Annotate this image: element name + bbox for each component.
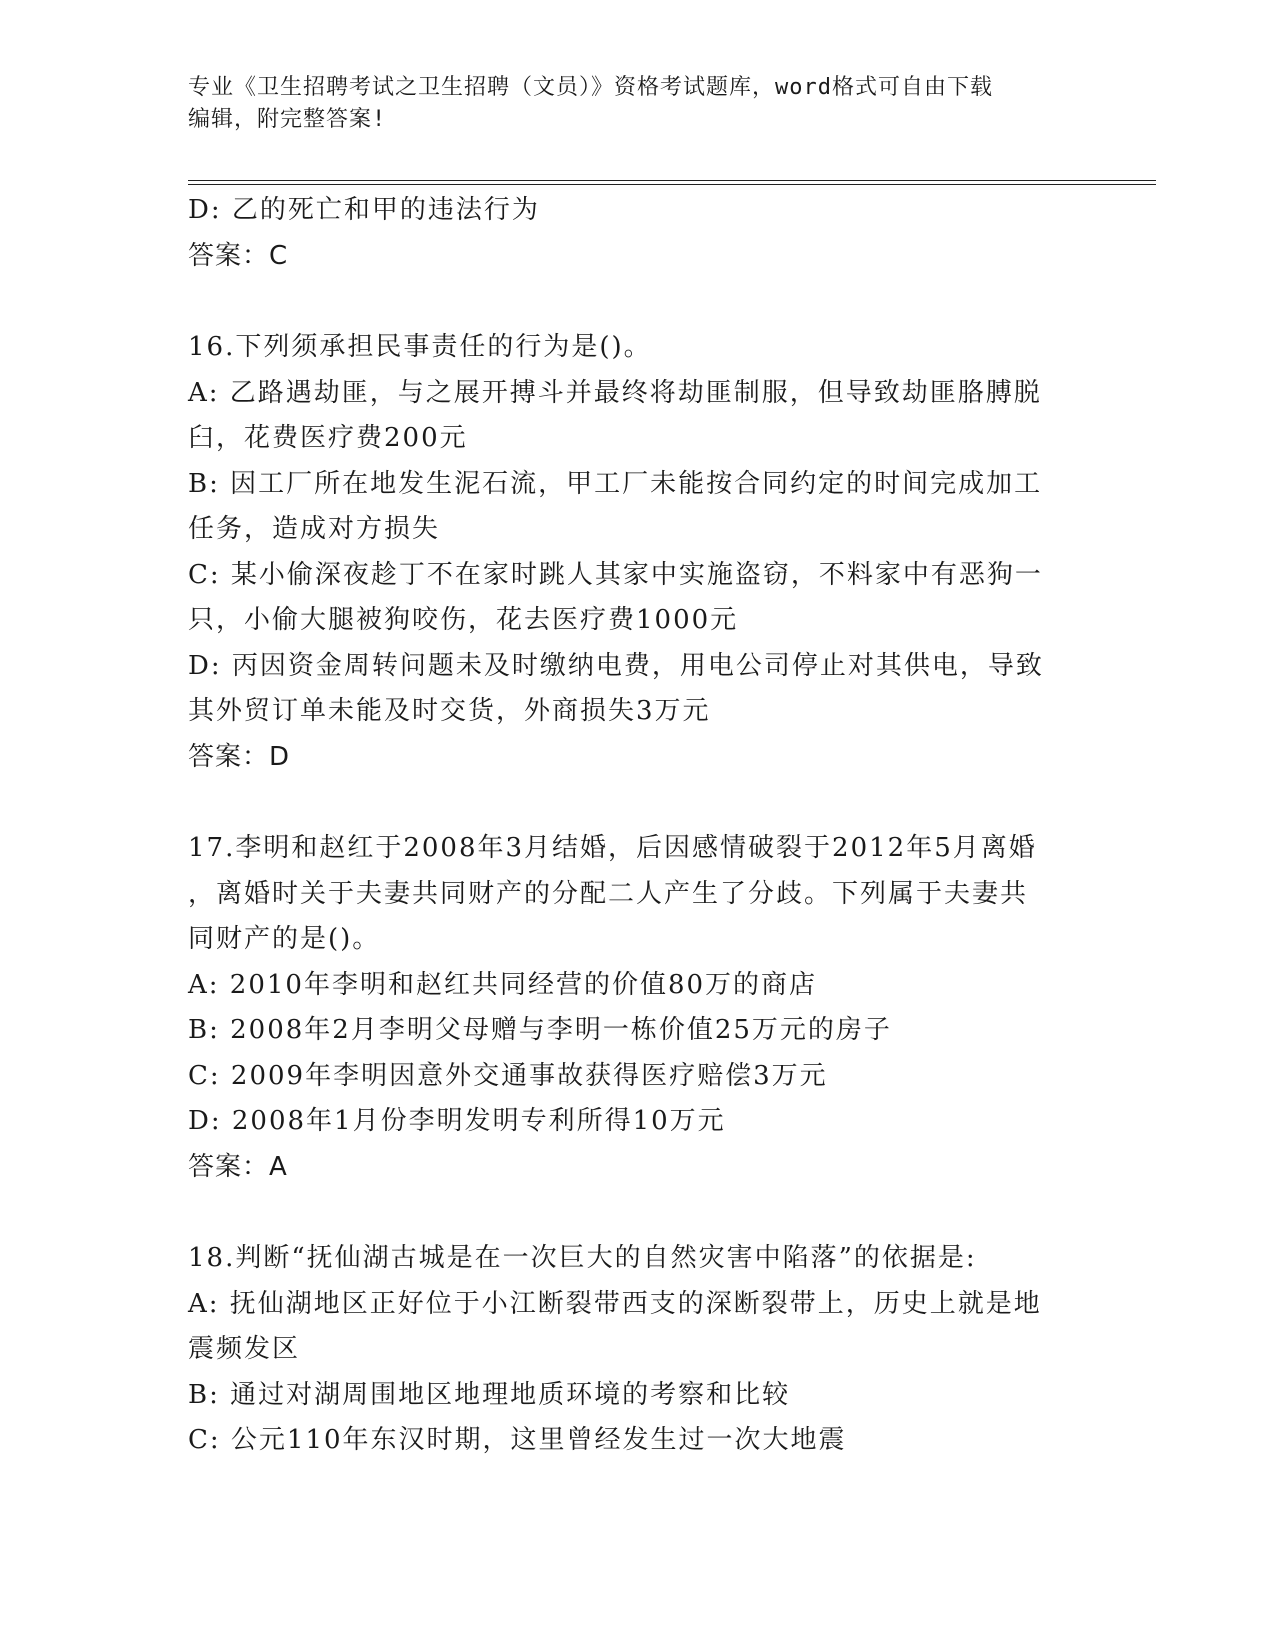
question-18 bbox=[188, 1236, 1088, 1464]
option-a: A: 抚仙湖地区正好位于小江断裂带西支的深断裂带上，历史上就是地 bbox=[188, 1288, 1042, 1319]
option-b: B: 因工厂所在地发生泥石流，甲工厂未能按合同约定的时间完成加工 bbox=[188, 468, 1043, 499]
option-a-cont: 震频发区 bbox=[188, 1334, 301, 1364]
answer: 答案：A bbox=[188, 1151, 288, 1182]
header-line-1: 专业《卫生招聘考试之卫生招聘（文员）》资格考试题库，word格式可自由下载 bbox=[188, 75, 993, 100]
option-a-cont: 臼，花费医疗费200元 bbox=[188, 423, 468, 453]
answer: 答案：D bbox=[188, 741, 291, 772]
option-b-cont: 任务，造成对方损失 bbox=[188, 514, 441, 544]
question-stem: 17.李明和赵红于2008年3月结婚，后因感情破裂于2012年5月离婚 bbox=[188, 833, 1037, 863]
option-b: B: 2008年2月李明父母赠与李明一栋价值25万元的房子 bbox=[188, 1015, 892, 1045]
header-rule-bottom bbox=[188, 184, 1156, 185]
question-stem-cont: ，离婚时关于夫妻共同财产的分配二人产生了分歧。下列属于夫妻共 bbox=[188, 878, 1029, 909]
option-d: D: 2008年1月份李明发明专利所得10万元 bbox=[188, 1106, 726, 1136]
question-stem-cont: 同财产的是()。 bbox=[188, 924, 381, 954]
question-stem: 18.判断“抚仙湖古城是在一次巨大的自然灾害中陷落”的依据是: bbox=[188, 1243, 977, 1273]
question-15-tail bbox=[188, 188, 1088, 279]
option-d: D: 丙因资金周转问题未及时缴纳电费，用电公司停止对其供电，导致 bbox=[188, 650, 1044, 681]
option-b: B: 通过对湖周围地区地理地质环境的考察和比较 bbox=[188, 1379, 791, 1410]
option-a: A: 乙路遇劫匪，与之展开搏斗并最终将劫匪制服，但导致劫匪胳膊脱 bbox=[188, 377, 1042, 408]
header-line-2: 编辑，附完整答案! bbox=[188, 107, 387, 132]
header-rule-top bbox=[188, 180, 1156, 181]
document-header bbox=[188, 72, 1088, 136]
option-d-cont: 其外贸订单未能及时交货，外商损失3万元 bbox=[188, 696, 711, 726]
option-c: C: 2009年李明因意外交通事故获得医疗赔偿3万元 bbox=[188, 1060, 828, 1091]
spacer bbox=[188, 1190, 1088, 1236]
option-c: C: 公元110年东汉时期，这里曾经发生过一次大地震 bbox=[188, 1425, 847, 1455]
option-d: D: 乙的死亡和甲的违法行为 bbox=[188, 195, 540, 225]
spacer bbox=[188, 780, 1088, 826]
question-16 bbox=[188, 325, 1088, 780]
document-body bbox=[188, 188, 1088, 1464]
answer: 答案：C bbox=[188, 240, 289, 271]
question-stem: 16.下列须承担民事责任的行为是()。 bbox=[188, 332, 652, 362]
option-c-cont: 只，小偷大腿被狗咬伤，花去医疗费1000元 bbox=[188, 605, 739, 635]
option-c: C: 某小偷深夜趁丁不在家时跳人其家中实施盗窃，不料家中有恶狗一 bbox=[188, 559, 1043, 590]
spacer bbox=[188, 279, 1088, 325]
question-17 bbox=[188, 826, 1088, 1190]
option-a: A: 2010年李明和赵红共同经营的价值80万的商店 bbox=[188, 969, 818, 1000]
